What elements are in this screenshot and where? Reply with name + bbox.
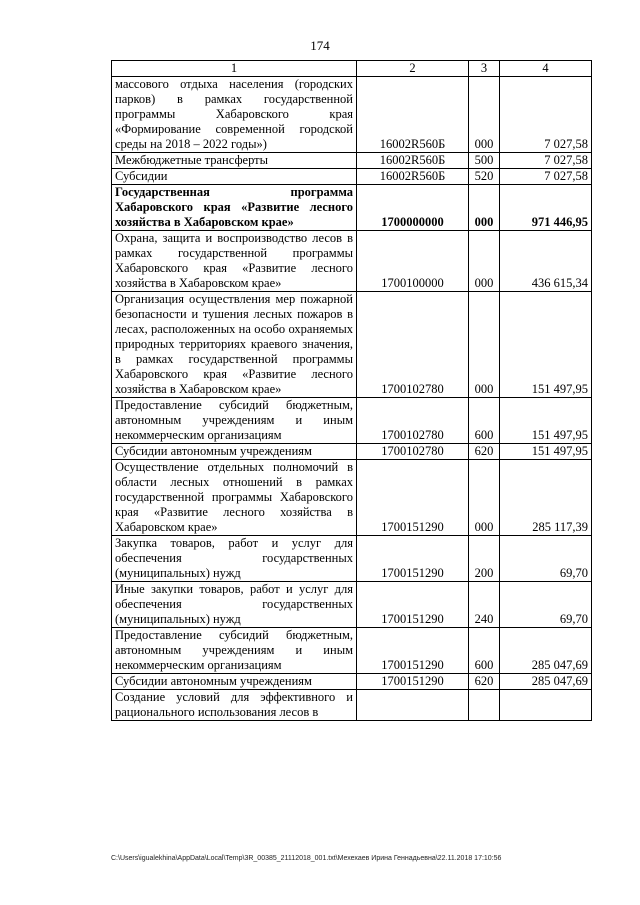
row-description: Закупка товаров, работ и услуг для обеспечения государственных (муниципальных) нужд — [112, 536, 357, 582]
row-amount: 7 027,58 — [500, 77, 592, 153]
row-target-code: 16002R560Б — [357, 153, 469, 169]
row-description: Субсидии автономным учреждениям — [112, 674, 357, 690]
row-target-code: 1700151290 — [357, 582, 469, 628]
row-amount: 7 027,58 — [500, 169, 592, 185]
row-amount: 69,70 — [500, 582, 592, 628]
row-description: Организация осуществления мер пожарной безопасности и тушения лесных пожаров в лесах, расположенных на особо охраняемых природных территориях краевого значения, в рамках государственной программы Хабаровского края «Развитие лесного хозяйства в Хабаровском крае» — [112, 292, 357, 398]
column-header: 2 — [357, 61, 469, 77]
row-target-code: 16002R560Б — [357, 77, 469, 153]
table-row — [112, 628, 592, 674]
row-amount: 151 497,95 — [500, 292, 592, 398]
row-description: Межбюджетные трансферты — [112, 153, 357, 169]
row-target-code — [357, 690, 469, 721]
row-description: Предоставление субсидий бюджетным, автономным учреждениям и иным некоммерческим организациям — [112, 398, 357, 444]
row-target-code: 1700102780 — [357, 398, 469, 444]
row-expense-type: 200 — [469, 536, 500, 582]
row-amount: 436 615,34 — [500, 231, 592, 292]
table-row — [112, 398, 592, 444]
row-expense-type — [469, 690, 500, 721]
row-amount: 7 027,58 — [500, 153, 592, 169]
row-amount: 971 446,95 — [500, 185, 592, 231]
row-expense-type: 000 — [469, 460, 500, 536]
row-target-code: 1700151290 — [357, 536, 469, 582]
row-target-code: 1700151290 — [357, 628, 469, 674]
row-target-code: 1700151290 — [357, 674, 469, 690]
row-target-code: 1700102780 — [357, 444, 469, 460]
table-row — [112, 231, 592, 292]
row-description: массового отдыха населения (городских парков) в рамках государственной программы Хабаровского края «Формирование современной городской среды на 2018 – 2022 годы») — [112, 77, 357, 153]
row-description: Создание условий для эффективного и рационального использования лесов в — [112, 690, 357, 721]
row-expense-type: 600 — [469, 628, 500, 674]
row-amount: 69,70 — [500, 536, 592, 582]
row-expense-type: 000 — [469, 292, 500, 398]
table-row — [112, 77, 592, 153]
row-amount — [500, 690, 592, 721]
row-expense-type: 600 — [469, 398, 500, 444]
table-row — [112, 674, 592, 690]
table-header-row — [112, 61, 592, 77]
row-description: Государственная программа Хабаровского края «Развитие лесного хозяйства в Хабаровском крае» — [112, 185, 357, 231]
column-header: 4 — [500, 61, 592, 77]
row-target-code: 16002R560Б — [357, 169, 469, 185]
file-path-footer: C:\Users\igualekhina\AppData\Local\Temp\3R_00385_21112018_001.txt\Мехехаев Ирина Геннадьевна\22.11.2018 17:10:56 — [111, 855, 502, 862]
table-row — [112, 690, 592, 721]
row-expense-type: 000 — [469, 77, 500, 153]
row-amount: 151 497,95 — [500, 444, 592, 460]
row-expense-type: 000 — [469, 185, 500, 231]
row-expense-type: 620 — [469, 444, 500, 460]
row-target-code: 1700100000 — [357, 231, 469, 292]
row-amount: 285 047,69 — [500, 674, 592, 690]
table-row — [112, 169, 592, 185]
row-target-code: 1700000000 — [357, 185, 469, 231]
page-number: 174 — [310, 38, 330, 53]
row-amount: 151 497,95 — [500, 398, 592, 444]
row-expense-type: 500 — [469, 153, 500, 169]
row-description: Иные закупки товаров, работ и услуг для обеспечения государственных (муниципальных) нужд — [112, 582, 357, 628]
row-description: Осуществление отдельных полномочий в области лесных отношений в рамках государственной программы Хабаровского края «Развитие лесного хозяйства в Хабаровском крае» — [112, 460, 357, 536]
table-row — [112, 153, 592, 169]
table-row — [112, 582, 592, 628]
column-header: 3 — [469, 61, 500, 77]
table-row — [112, 536, 592, 582]
row-description: Субсидии автономным учреждениям — [112, 444, 357, 460]
table-row — [112, 292, 592, 398]
row-amount: 285 047,69 — [500, 628, 592, 674]
row-expense-type: 520 — [469, 169, 500, 185]
row-amount: 285 117,39 — [500, 460, 592, 536]
row-description: Субсидии — [112, 169, 357, 185]
row-description: Предоставление субсидий бюджетным, автономным учреждениям и иным некоммерческим организациям — [112, 628, 357, 674]
row-target-code: 1700151290 — [357, 460, 469, 536]
row-target-code: 1700102780 — [357, 292, 469, 398]
column-header: 1 — [112, 61, 357, 77]
table-row — [112, 460, 592, 536]
table-row-program — [112, 185, 592, 231]
row-expense-type: 000 — [469, 231, 500, 292]
table-row — [112, 444, 592, 460]
budget-table — [111, 60, 592, 721]
row-expense-type: 240 — [469, 582, 500, 628]
row-description: Охрана, защита и воспроизводство лесов в рамках государственной программы Хабаровского края «Развитие лесного хозяйства в Хабаровском крае» — [112, 231, 357, 292]
row-expense-type: 620 — [469, 674, 500, 690]
